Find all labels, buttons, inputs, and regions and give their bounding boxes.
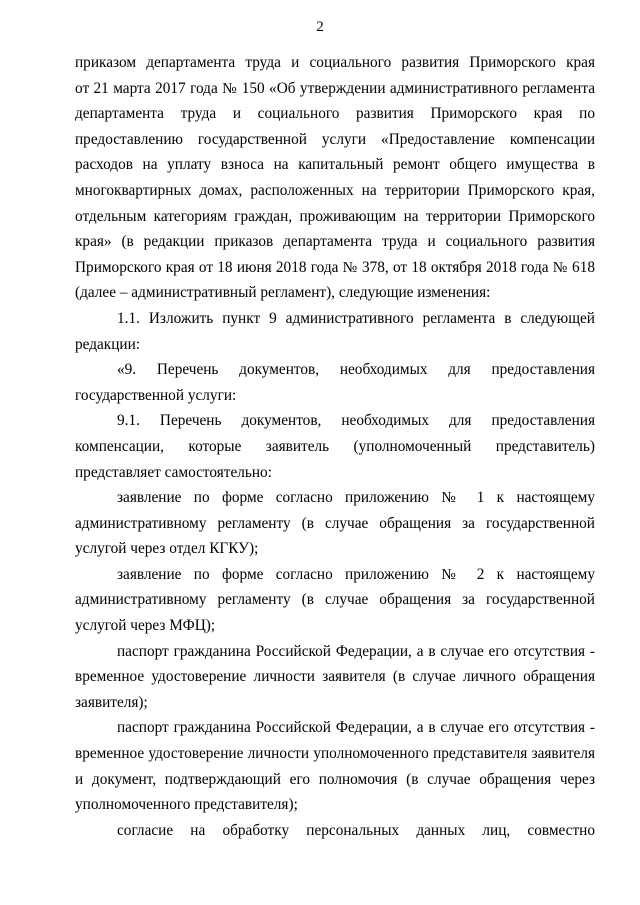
text-line: административному регламенту (в случае обращения за государственной bbox=[75, 591, 595, 609]
text-line: временное удостоверение личности уполномоченного представителя заявителя bbox=[75, 745, 595, 763]
text-line: согласие на обработку персональных данных лиц, совместно bbox=[117, 821, 595, 839]
text-line: приказом департамента труда и социального развития Приморского края bbox=[75, 54, 595, 71]
text-line: паспорт гражданина Российской Федерации, а в случае его отсутствия - bbox=[117, 719, 595, 737]
text-line: и документ, подтверждающий его полномочия (в случае обращения через bbox=[75, 770, 595, 788]
text-line: отдельным категориям граждан, проживающим на территории Приморского bbox=[75, 207, 595, 225]
text-line: заявление по форме согласно приложению № 2 к настоящему bbox=[117, 565, 595, 583]
text-line: края» (в редакции приказов департамента труда и социального развития bbox=[75, 233, 595, 251]
text-line: представляет самостоятельно: bbox=[75, 463, 272, 481]
text-line: временное удостоверение личности заявителя (в случае личного обращения bbox=[75, 668, 595, 686]
text-line: услугой через отдел КГКУ); bbox=[75, 540, 259, 558]
text-line: предоставлению государственной услуги «Предоставление компенсации bbox=[75, 130, 595, 148]
text-line: «9. Перечень документов, необходимых для предоставления bbox=[117, 361, 595, 379]
text-line: многоквартирных домах, расположенных на территории Приморского края, bbox=[75, 181, 595, 199]
text-line: заявителя); bbox=[75, 693, 148, 711]
text-line: (далее – административный регламент), следующие изменения: bbox=[75, 284, 491, 302]
text-line: компенсации, которые заявитель (уполномоченный представитель) bbox=[75, 437, 595, 455]
text-line: от 21 марта 2017 года № 150 «Об утверждении административного регламента bbox=[75, 79, 595, 97]
document-body bbox=[75, 50, 595, 843]
text-line: департамента труда и социального развития Приморского края по bbox=[75, 105, 595, 123]
text-line: заявление по форме согласно приложению № 1 к настоящему bbox=[117, 489, 595, 507]
text-line: Приморского края от 18 июня 2018 года № 378, от 18 октября 2018 года № 618 bbox=[75, 258, 595, 276]
text-line: государственной услуги: bbox=[75, 386, 237, 404]
text-line: расходов на уплату взноса на капитальный ремонт общего имущества в bbox=[75, 156, 595, 174]
page-number: 2 bbox=[316, 19, 324, 35]
text-line: уполномоченного представителя); bbox=[75, 796, 298, 814]
text-line: услугой через МФЦ); bbox=[75, 617, 216, 635]
text-line: паспорт гражданина Российской Федерации, а в случае его отсутствия - bbox=[117, 642, 595, 660]
text-line: 1.1. Изложить пункт 9 административного регламента в следующей bbox=[117, 309, 595, 327]
text-line: административному регламенту (в случае обращения за государственной bbox=[75, 514, 595, 532]
text-line: редакции: bbox=[75, 335, 141, 353]
text-line: 9.1. Перечень документов, необходимых для предоставления bbox=[117, 412, 595, 430]
